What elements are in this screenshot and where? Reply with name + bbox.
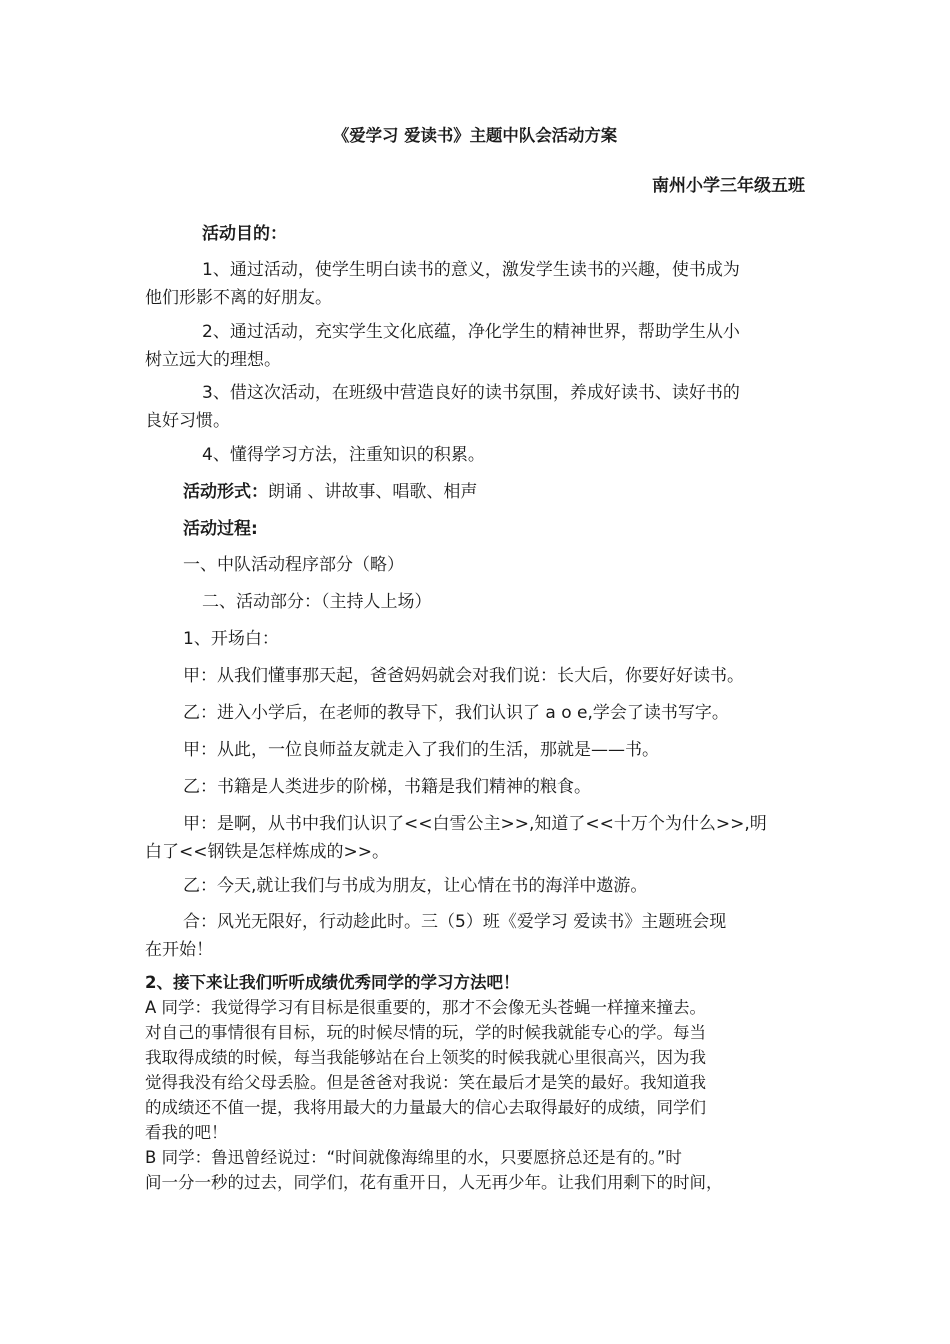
section2-line: 的成绩还不值一提，我将用最大的力量最大的信心去取得最好的成绩，同学们 (145, 1098, 706, 1117)
goal-line: 3、借这次活动，在班级中营造良好的读书氛围，养成好读书、读好书的 (202, 383, 740, 403)
dialogue-line: 乙：今天,就让我们与书成为朋友，让心情在书的海洋中遨游。 (183, 876, 648, 896)
goal-line: 他们形影不离的好朋友。 (145, 288, 332, 308)
dialogue-line: 在开始！ (145, 940, 213, 960)
process-part-2: 二、活动部分：（主持人上场） (202, 592, 432, 612)
activity-form-label: 活动形式： (183, 482, 268, 502)
goal-line: 4、懂得学习方法，注重知识的积累。 (202, 445, 485, 465)
section2-heading: 2、接下来让我们听听成绩优秀同学的学习方法吧！ (145, 973, 520, 992)
dialogue-line: 甲：从我们懂事那天起，爸爸妈妈就会对我们说：长大后，你要好好读书。 (183, 666, 744, 686)
section2-line: 看我的吧！ (145, 1123, 228, 1142)
dialogue-line: 白了<<钢铁是怎样炼成的>>。 (145, 842, 389, 862)
dialogue-line: 合：风光无限好，行动趁此时。三（5）班《爱学习 爱读书》主题班会现 (183, 912, 727, 932)
section2-line: 间一分一秒的过去，同学们，花有重开日，人无再少年。让我们用剩下的时间， (145, 1173, 723, 1192)
dialogue-line: 乙：书籍是人类进步的阶梯，书籍是我们精神的粮食。 (183, 777, 591, 797)
section2-line: 对自己的事情很有目标，玩的时候尽情的玩，学的时候我就能专心的学。每当 (145, 1023, 706, 1042)
activity-form-value: 朗诵 、讲故事、唱歌、相声 (268, 482, 478, 502)
dialogue-line: 甲：从此，一位良师益友就走入了我们的生活，那就是——书。 (183, 740, 659, 760)
section2-line: 觉得我没有给父母丢脸。但是爸爸对我说：笑在最后才是笑的最好。我知道我 (145, 1073, 706, 1092)
process-heading: 活动过程: (183, 519, 258, 539)
document-title: 《爱学习 爱读书》主题中队会活动方案 (332, 126, 618, 145)
section2-line: B 同学：鲁迅曾经说过：“时间就像海绵里的水，只要愿挤总还是有的。”时 (145, 1148, 682, 1167)
dialogue-line: 乙：进入小学后，在老师的教导下，我们认识了 a o e,学会了读书写字。 (183, 703, 729, 723)
goal-line: 1、通过活动，使学生明白读书的意义，激发学生读书的兴趣，使书成为 (202, 260, 740, 280)
goal-line: 2、通过活动，充实学生文化底蕴，净化学生的精神世界，帮助学生从小 (202, 322, 740, 342)
goal-line: 树立远大的理想。 (145, 350, 281, 370)
purpose-heading: 活动目的： (202, 224, 287, 244)
dialogue-line: 甲：是啊，从书中我们认识了<<白雪公主>>,知道了<<十万个为什么>>,明 (183, 814, 767, 834)
section2-line: 我取得成绩的时候，每当我能够站在台上领奖的时候我就心里很高兴，因为我 (145, 1048, 706, 1067)
opening-heading: 1、开场白： (183, 629, 279, 649)
activity-form (183, 478, 477, 506)
section2-line: A 同学：我觉得学习有目标是很重要的，那才不会像无头苍蝇一样撞来撞去。 (145, 998, 707, 1017)
goal-line: 良好习惯。 (145, 411, 230, 431)
school-name: 南州小学三年级五班 (652, 176, 805, 196)
process-part-1: 一、中队活动程序部分（略） (183, 555, 404, 575)
